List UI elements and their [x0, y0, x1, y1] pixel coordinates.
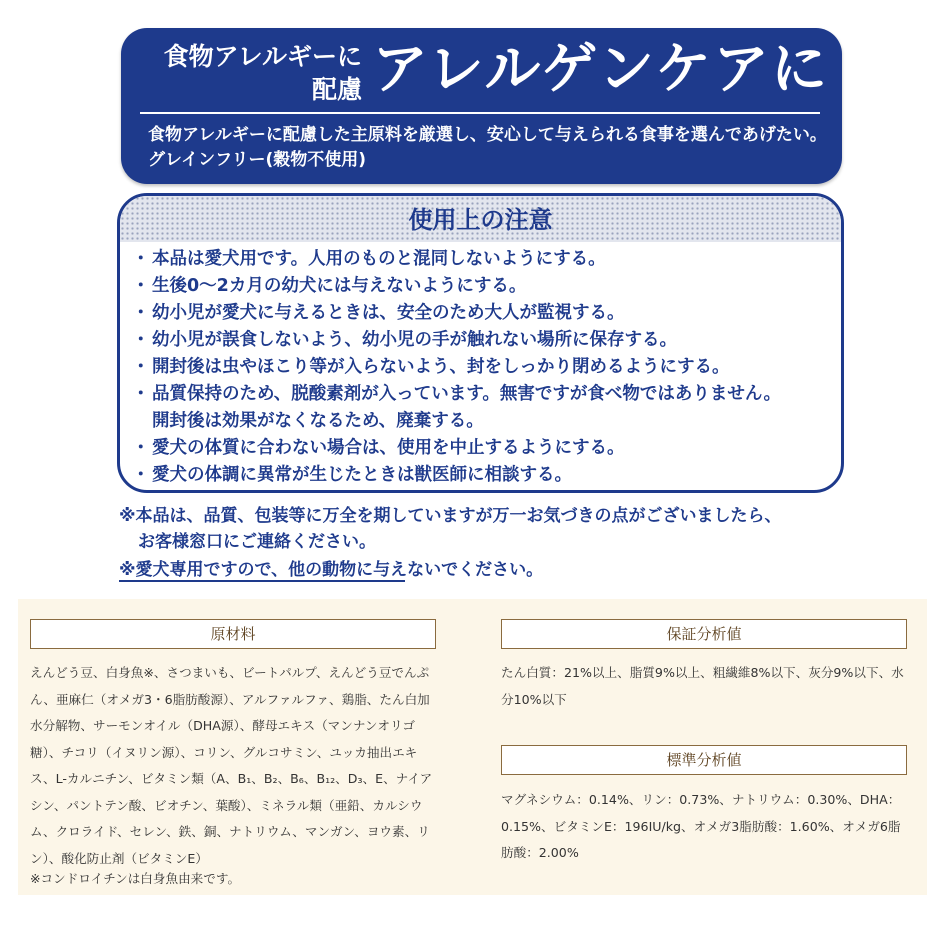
notice-line3: ※愛犬専用ですので、他の動物に与えないでください。 [119, 560, 544, 580]
notice-text [119, 503, 849, 583]
caution-item: ・ 幼小児が愛犬に与えるときは、安全のため大人が監視する。 [134, 300, 834, 327]
notice-line1: ※本品は、品質、包装等に万全を期していますが万一お気づきの点がございましたら、 [119, 506, 782, 526]
caution-item: ・ 生後0〜2カ月の幼犬には与えないようにする。 [134, 273, 834, 300]
caution-item [134, 381, 834, 435]
notice-line2: お客様窓口にご連絡ください。 [138, 532, 376, 552]
caution-item-text: 品質保持のため、脱酸素剤が入っています。無害ですが食べ物ではありません。 [152, 384, 781, 404]
caution-list [134, 246, 834, 489]
caution-box [117, 193, 844, 493]
banner-divider [140, 112, 820, 114]
standard-analysis-text: マグネシウム：0.14%、リン：0.73%、ナトリウム：0.30%、DHA：0.15%、ビタミンE：196IU/kg、オメガ3脂肪酸：1.60%、オメガ6脂肪酸：2.00% [501, 792, 901, 860]
guaranteed-analysis-header: 保証分析値 [501, 619, 907, 649]
ingredients-header: 原材料 [30, 619, 436, 649]
banner-subtitle [142, 40, 362, 106]
guaranteed-analysis-text: たん白質：21%以上、脂質9%以上、粗繊維8%以下、灰分9%以下、水分10%以下 [501, 665, 904, 707]
caution-item: ・ 本品は愛犬用です。人用のものと混同しないようにする。 [134, 246, 834, 273]
standard-analysis-header: 標準分析値 [501, 745, 907, 775]
caution-item: ・ 愛犬の体調に異常が生じたときは獣医師に相談する。 [134, 462, 834, 489]
caution-item-continuation: 開封後は効果がなくなるため、廃棄する。 [152, 411, 484, 431]
banner-title: アレルゲンケアに [372, 37, 829, 102]
ingredients-text: えんどう豆、白身魚※、さつまいも、ビートパルプ、えんどう豆でんぷん、亜麻仁（オメガ3・6脂肪酸源）、アルファルファ、鶏脂、たん白加水分解物、サーモンオイル（DHA源）、酵母エキス（マンナンオリゴ糖）、チコリ（イヌリン源）、コリン、グルコサミン、ユッカ抽出エキス、L-カルニチン、ビタミン類（A、B₁、B₂、B₆、B₁₂、D₃、E、ナイアシン、パントテン酸、ビオチン、葉酸）、ミネラル類（亜鉛、カルシウム、クロライド、セレン、鉄、銅、ナトリウム、マンガン、ヨウ素、リン）、酸化防止剤（ビタミンE） [30, 665, 433, 866]
ingredients-note: ※コンドロイチンは白身魚由来です。 [30, 871, 241, 886]
banner-description: 食物アレルギーに配慮した主原料を厳選し、安心して与えられる食事を選んであげたい。グレインフリー(穀物不使用) [148, 125, 827, 170]
caution-item: ・ 愛犬の体質に合わない場合は、使用を中止するようにする。 [134, 435, 834, 462]
banner-subtitle-line1: 食物アレルギーに [163, 42, 362, 71]
caution-title: 使用上の注意 [408, 206, 553, 234]
notice-underline [119, 580, 405, 582]
caution-item: ・ 開封後は虫やほこり等が入らないよう、封をしっかり閉めるようにする。 [134, 354, 834, 381]
caution-item: ・ 幼小児が誤食しないよう、幼小児の手が触れない場所に保存する。 [134, 327, 834, 354]
banner-subtitle-line2: 配慮 [311, 75, 362, 104]
